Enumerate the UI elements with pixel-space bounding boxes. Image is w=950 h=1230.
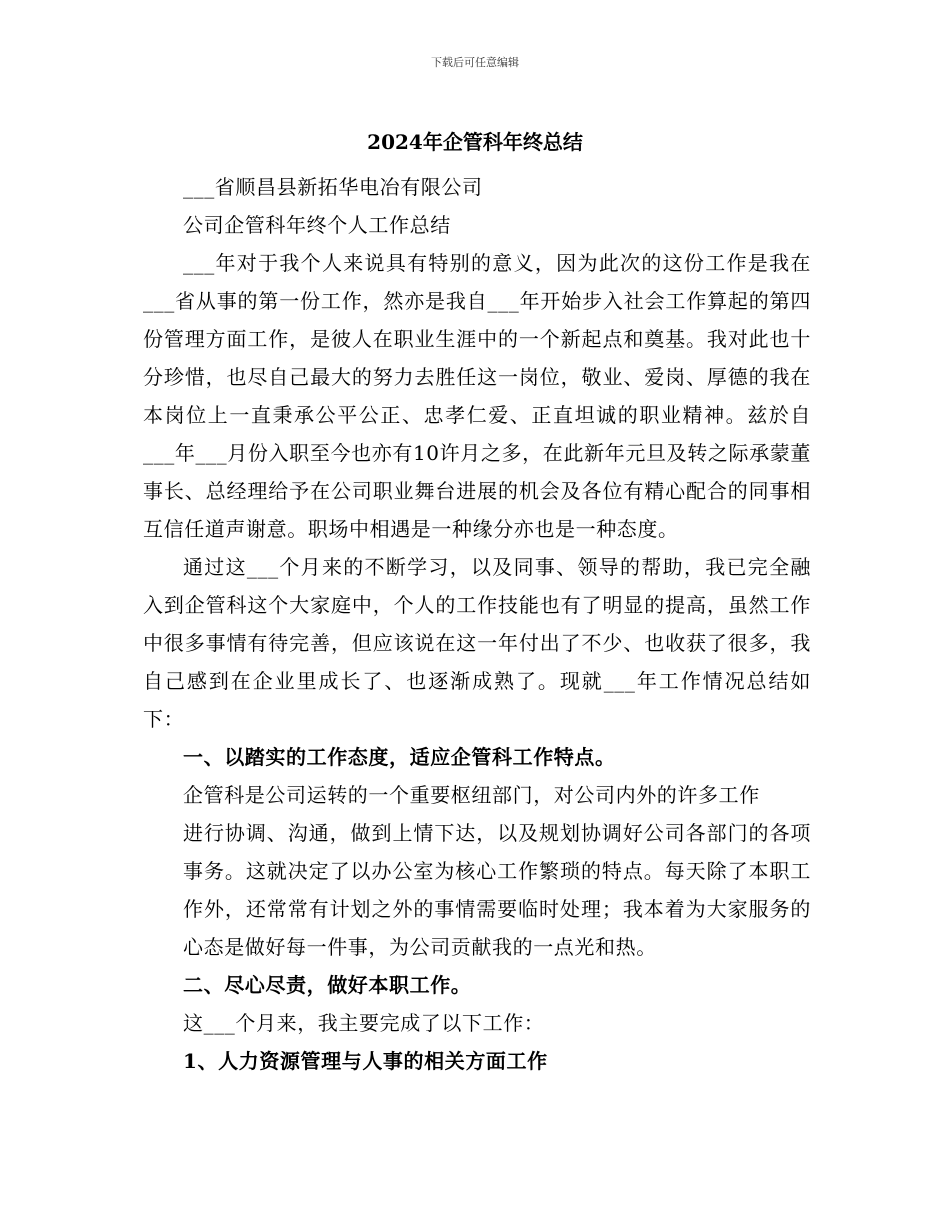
section-2-intro: 这___个月来，我主要完成了以下工作： [183,1011,545,1035]
page-header-note: 下载后可任意编辑 [431,56,519,69]
section-1-paragraph: 进行协调、沟通，做到上情下达，以及规划协调好公司各部门的各项事务。这就决定了以办公室为核心工作繁琐的特点。每天除了本职工作外，还常常有计划之外的事情需要临时处理；我本着为大家服务的心态是做好每一件事，为公司贡献我的一点光和热。 [183,821,811,959]
section-heading-1: 一、以踏实的工作态度，适应企管科工作特点。 [183,745,616,769]
report-subtitle-line: 公司企管科年终个人工作总结 [183,213,451,237]
section-heading-2: 二、尽心尽责，做好本职工作。 [183,973,472,997]
document-body [143,168,811,1080]
section-1-paragraph-line: 企管科是公司运转的一个重要枢纽部门，对公司内外的许多工作 [183,783,760,807]
document-title: 2024年企管科年终总结 [367,130,583,154]
summary-paragraph: 通过这___个月来的不断学习，以及同事、领导的帮助，我已完全融入到企管科这个大家庭中，个人的工作技能也有了明显的提高，虽然工作中很多事情有待完善，但应该说在这一年付出了不少、也收获了很多，我自己感到在企业里成长了、也逐渐成熟了。现就___年工作情况总结如下： [143,555,811,731]
subsection-heading-1: 1、人力资源管理与人事的相关方面工作 [183,1049,548,1073]
company-name-line: ___省顺昌县新拓华电冶有限公司 [183,175,483,199]
intro-paragraph: ___年对于我个人来说具有特别的意义，因为此次的这份工作是我在___省从事的第一份工作，然亦是我自___年开始步入社会工作算起的第四份管理方面工作，是彼人在职业生涯中的一个新起点和奠基。我对此也十分珍惜，也尽自己最大的努力去胜任这一岗位，敬业、爱岗、厚德的我在本岗位上一直秉承公平公正、忠孝仁爱、正直坦诚的职业精神。兹於自___年___月份入职至今也亦有10许月之多，在此新年元旦及转之际承蒙董事长、总经理给予在公司职业舞台进展的机会及各位有精心配合的同事相互信任道声谢意。职场中相遇是一种缘分亦也是一种态度。 [143,251,811,541]
